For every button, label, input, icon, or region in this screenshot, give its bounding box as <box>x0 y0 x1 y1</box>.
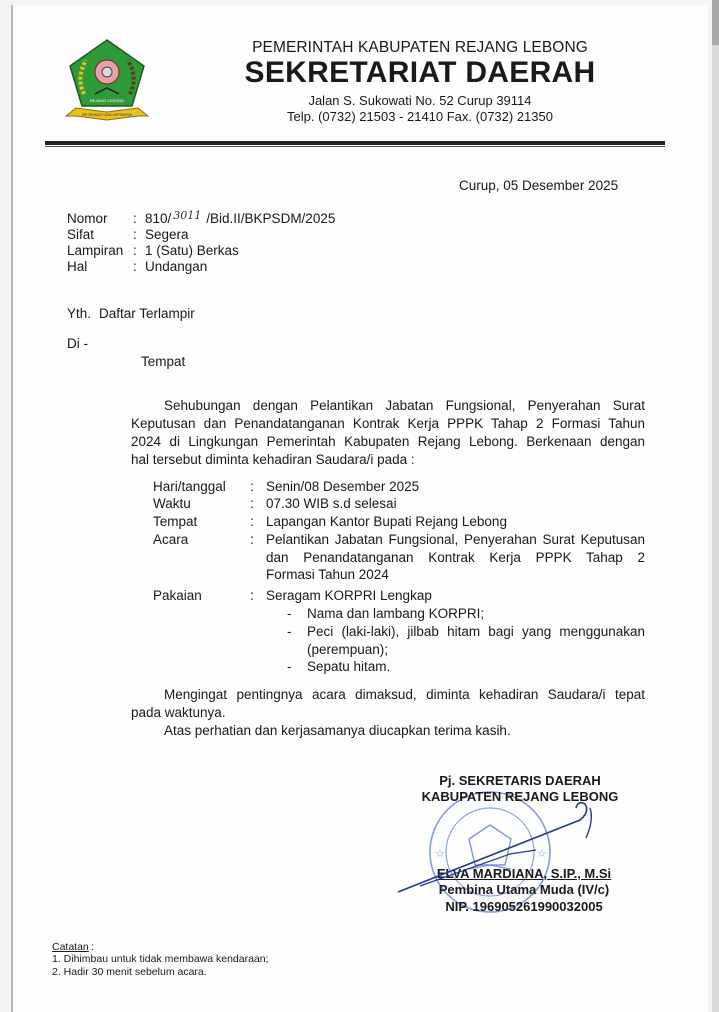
nomor-handwritten: 3011 <box>173 209 202 222</box>
meta-value-lampiran: 1 (Satu) Berkas <box>145 243 239 258</box>
meta-colon: : <box>133 211 137 226</box>
regency-emblem-logo <box>62 36 152 124</box>
body-paragraph-intro <box>131 397 645 469</box>
detail-label-date: Hari/tanggal <box>153 479 226 494</box>
intro-line-1: Sehubungan dengan Pelantikan Jabatan Fungsional, Penyerahan Surat <box>164 398 645 413</box>
letterhead-address: Jalan S. Sukowati No. 52 Curup 39114 <box>308 93 532 108</box>
attire-item-2: Peci (laki-laki), jilbab hitam bagi yang menggunakan (perempuan); <box>307 624 645 657</box>
detail-colon: : <box>250 588 254 603</box>
stamp-star-left: ☆ <box>435 847 445 860</box>
meta-label-lampiran: Lampiran <box>67 243 124 258</box>
detail-colon: : <box>250 532 254 547</box>
notes-heading: Catatan <box>52 941 89 953</box>
detail-value-place: Lapangan Kantor Bupati Rejang Lebong <box>266 514 507 529</box>
detail-colon: : <box>250 496 254 511</box>
signatory-nip: NIP. 196905261990032005 <box>445 899 603 914</box>
letterhead-contact: Telp. (0732) 21503 - 21410 Fax. (0732) 21350 <box>287 109 553 124</box>
handwritten-signature <box>380 790 620 900</box>
intro-line-3: 2024 di Lingkungan Pemerintah Kabupaten Rejang Lebong. Berkenaan dengan <box>131 434 645 449</box>
body-paragraph-reminder: Mengingat pentingnya acara dimaksud, diminta kehadiran Saudara/i tepat pada waktunya. <box>131 687 645 720</box>
letterhead-office-title: SEKRETARIAT DAERAH <box>244 56 596 89</box>
detail-colon: : <box>250 514 254 529</box>
meta-colon: : <box>133 243 137 258</box>
letterhead-divider-thin <box>45 146 665 147</box>
letter-date: Curup, 05 Desember 2025 <box>459 178 619 193</box>
nomor-suffix: /Bid.II/BKPSDM/2025 <box>206 211 336 226</box>
list-bullet: - <box>287 624 292 639</box>
detail-label-event: Acara <box>153 532 189 547</box>
scrollbar-thumb[interactable] <box>712 0 719 45</box>
meta-colon: : <box>133 227 137 242</box>
detail-label-time: Waktu <box>153 496 191 511</box>
signatory-rank: Pembina Utama Muda (IV/c) <box>438 882 610 897</box>
detail-value-time: 07.30 WIB s.d selesai <box>266 496 397 511</box>
note-item-1: 1. Dihimbau untuk tidak membawa kendaraan; <box>52 953 269 965</box>
detail-label-place: Tempat <box>153 514 198 529</box>
addressee-recipient: Daftar Terlampir <box>99 306 195 321</box>
detail-colon: : <box>250 479 254 494</box>
meta-label-nomor: Nomor <box>67 211 108 226</box>
meta-label-hal: Hal <box>67 259 88 274</box>
attire-item-3: Sepatu hitam. <box>307 659 391 674</box>
attire-item-1: Nama dan lambang KORPRI; <box>307 606 485 621</box>
emblem-ribbon-text: PAT SEPAKAT LEMO SEPENDRIO <box>81 113 133 117</box>
notes-heading-colon: : <box>91 941 94 953</box>
signatory-name: ELVA MARDIANA, S.IP., M.Si <box>436 866 612 881</box>
meta-value-hal: Undangan <box>145 259 208 274</box>
intro-line-2: Keputusan dan Penandatanganan Kontrak Kerja PPPK Tahap 2 Formasi Tahun <box>131 416 645 431</box>
detail-value-event: Pelantikan Jabatan Fungsional, Penyerahan Surat Keputusan dan Penandatanganan Kontrak Kerja PPPK Tahap 2 Formasi Tahun 2024 <box>266 532 645 582</box>
body-paragraph-thanks: Atas perhatian dan kerjasamanya diucapkan terima kasih. <box>164 723 511 738</box>
intro-line-4: hal tersebut diminta kehadiran Saudara/i pada : <box>131 452 415 467</box>
detail-value-attire: Seragam KORPRI Lengkap <box>266 588 432 603</box>
letterhead-government: PEMERINTAH KABUPATEN REJANG LEBONG <box>252 39 588 56</box>
letterhead-divider-thick <box>45 141 665 145</box>
addressee-di: Di - <box>67 336 88 351</box>
vertical-scrollbar[interactable] <box>712 0 719 1012</box>
detail-value-date: Senin/08 Desember 2025 <box>266 479 420 494</box>
addressee-yth: Yth. <box>67 306 92 321</box>
meta-value-sifat: Segera <box>145 227 189 242</box>
note-item-2: 2. Hadir 30 menit sebelum acara. <box>52 966 207 978</box>
list-bullet: - <box>287 659 292 674</box>
meta-colon: : <box>133 259 137 274</box>
nomor-prefix: 810/ <box>145 211 172 226</box>
list-bullet: - <box>287 606 292 621</box>
signatory-title-2: KABUPATEN REJANG LEBONG <box>421 789 619 804</box>
signatory-title-1: Pj. SEKRETARIS DAERAH <box>439 773 601 788</box>
stamp-star-right: ☆ <box>537 847 547 860</box>
detail-label-attire: Pakaian <box>153 588 202 603</box>
addressee-place: Tempat <box>141 354 186 369</box>
emblem-inner-text: REJANG LEBONG <box>89 98 125 103</box>
meta-label-sifat: Sifat <box>67 227 95 242</box>
